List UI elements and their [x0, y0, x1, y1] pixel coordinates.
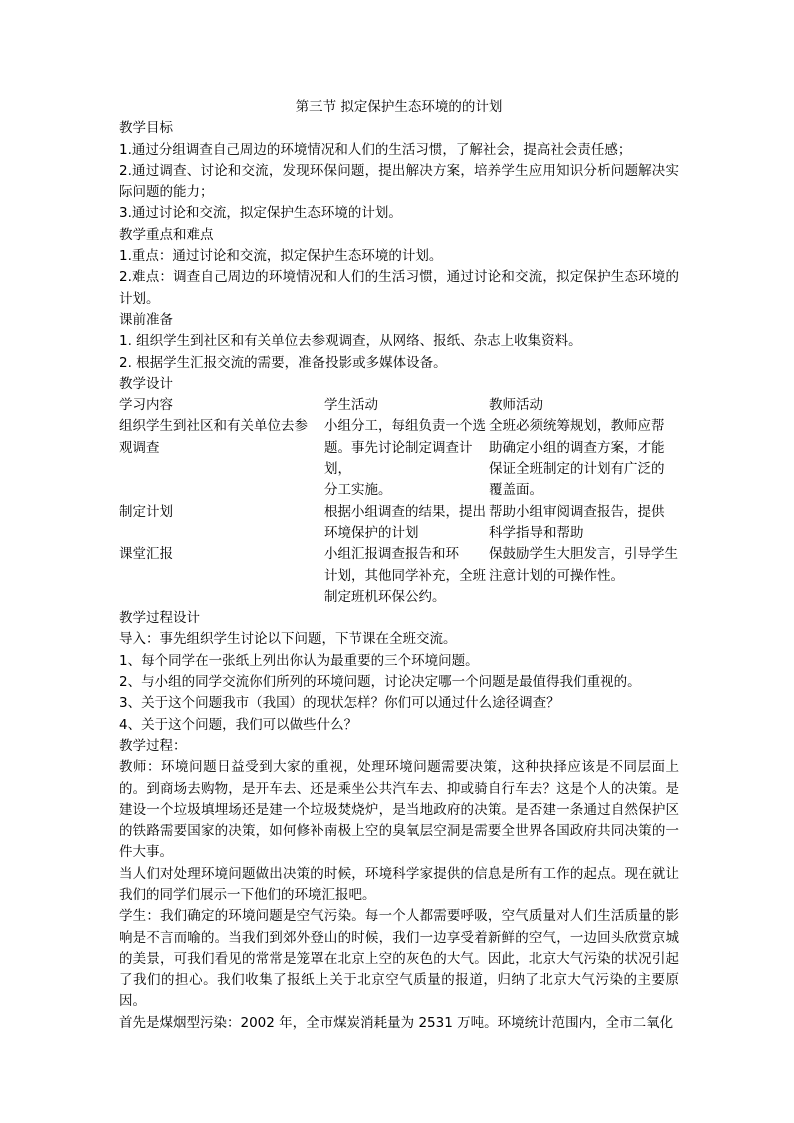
body-paragraph: 学生：我们确定的环境问题是空气污染。每一个人都需要呼吸，空气质量对人们生活质量的影响是不言而喻的。当我们到郊外登山的时候，我们一边享受着新鲜的空气，一边回头欣赏京城的美景，可我们看见的常常是笼罩在北京上空的灰色的大气。因此，北京大气污染的状况引起了我们的担心。我们收集了报纸上关于北京空气质量的报道，归纳了北京大气污染的主要原因。: [119, 908, 679, 1010]
cell-line: 计划，其他同学补充，全班: [324, 567, 486, 584]
table-cell: [324, 502, 489, 545]
table-cell: [119, 544, 324, 608]
goal-item: 2.通过调查、讨论和交流，发现环保问题，提出解决方案，培养学生应用知识分析问题解决实际问题的能力；: [119, 162, 679, 201]
goals-heading: 教学目标: [119, 120, 173, 137]
table-cell: [489, 502, 679, 545]
table-row: [119, 502, 679, 545]
cell-line: 制定班机环保公约。: [324, 588, 446, 605]
cell-line: 帮助小组审阅调查报告，提供: [489, 503, 665, 520]
cell-line: 覆盖面。: [489, 482, 543, 499]
cell-line: 保鼓励学生大胆发言，引导学生: [489, 546, 678, 563]
question-item: 1、每个同学在一张纸上列出你认为最重要的三个环境问题。: [119, 652, 479, 669]
table-cell: [489, 544, 679, 608]
table-cell: [119, 416, 324, 501]
table-cell: [324, 544, 489, 608]
table-row: [119, 416, 679, 501]
cell-line: 保证全班制定的计划有广泛的: [489, 461, 665, 478]
table-header-cell: 教师活动: [489, 397, 543, 414]
prep-item: 1. 组织学生到社区和有关单位去参观调查，从网络、报纸、杂志上收集资料。: [119, 333, 582, 350]
question-item: 3、关于这个问题我市（我国）的现状怎样？你们可以通过什么途径调查？: [119, 695, 560, 712]
cell-line: 注意计划的可操作性。: [489, 567, 624, 584]
document-body: [119, 97, 679, 1034]
cell-line: 环境保护的计划: [324, 524, 419, 541]
focus-item: 1.重点：通过讨论和交流，拟定保护生态环境的计划。: [119, 248, 443, 265]
cell-line: 小组分工，每组负责一个选: [324, 418, 486, 435]
cell-line: 助确定小组的调查方案，才能: [489, 439, 665, 456]
cell-line: 题。事先讨论制定调查计划，: [324, 439, 473, 478]
body-paragraph: 教师：环境问题日益受到大家的重视，处理环境问题需要决策，这种抉择应该是不同层面上的。到商场去购物，是开车去、还是乘坐公共汽车去、抑或骑自行车去？这是个人的决策。是建设一个垃圾填埋场还是建一个垃圾焚烧炉，是当地政府的决策。是否建一条通过自然保护区的铁路需要国家的决策，如何修补南极上空的臭氧层空洞是需要全世界各国政府共同决策的一件大事。: [119, 759, 679, 861]
process-heading: 教学过程设计: [119, 610, 200, 627]
design-table: [119, 395, 679, 608]
body-paragraph: 当人们对处理环境问题做出决策的时候，环境科学家提供的信息是所有工作的起点。现在就让我们的同学们展示一下他们的环境汇报吧。: [119, 865, 679, 903]
goal-item: 1.通过分组调查自己周边的环境情况和人们的生活习惯，了解社会，提高社会责任感；: [119, 141, 632, 158]
prep-heading: 课前准备: [119, 311, 173, 328]
goal-item: 3.通过讨论和交流，拟定保护生态环境的计划。: [119, 205, 402, 222]
page-title: 第三节 拟定保护生态环境的的计划: [295, 99, 503, 115]
body-paragraph: 首先是煤烟型污染：2002 年，全市煤炭消耗量为 2531 万吨。环境统计范围内，全市二氧化: [119, 1014, 674, 1031]
cell-line: 组织学生到社区和有关单位去参: [119, 418, 308, 435]
question-item: 2、与小组的同学交流你们所列的环境问题，讨论决定哪一个问题是最值得我们重视的。: [119, 674, 641, 691]
question-item: 4、关于这个问题，我们可以做些什么？: [119, 716, 358, 733]
cell-line: 科学指导和帮助: [489, 524, 584, 541]
focus-item: 2.难点：调查自己周边的环境情况和人们的生活习惯，通过讨论和交流，拟定保护生态环境的计划。: [119, 269, 679, 307]
cell-line: 观调查: [119, 439, 160, 456]
cell-line: 全班必须统筹规划，教师应帮: [489, 418, 665, 435]
cell-line: 分工实施。: [324, 482, 392, 499]
cell-line: 课堂汇报: [119, 546, 173, 563]
table-cell: [489, 416, 679, 501]
process-label: 教学过程：: [119, 737, 187, 754]
cell-line: 小组汇报调查报告和环: [324, 546, 459, 563]
table-row: [119, 544, 679, 608]
design-heading: 教学设计: [119, 375, 173, 392]
table-header-cell: 学习内容: [119, 397, 173, 414]
cell-line: 制定计划: [119, 503, 173, 520]
table-cell: [119, 502, 324, 545]
table-header-cell: 学生活动: [324, 397, 378, 414]
table-cell: [324, 416, 489, 501]
intro-text: 导入：事先组织学生讨论以下问题，下节课在全班交流。: [119, 631, 457, 648]
cell-line: 根据小组调查的结果，提出: [324, 503, 486, 520]
focus-heading: 教学重点和难点: [119, 226, 214, 243]
design-table-header: [119, 395, 679, 416]
prep-item: 2. 根据学生汇报交流的需要，准备投影或多媒体设备。: [119, 354, 447, 371]
